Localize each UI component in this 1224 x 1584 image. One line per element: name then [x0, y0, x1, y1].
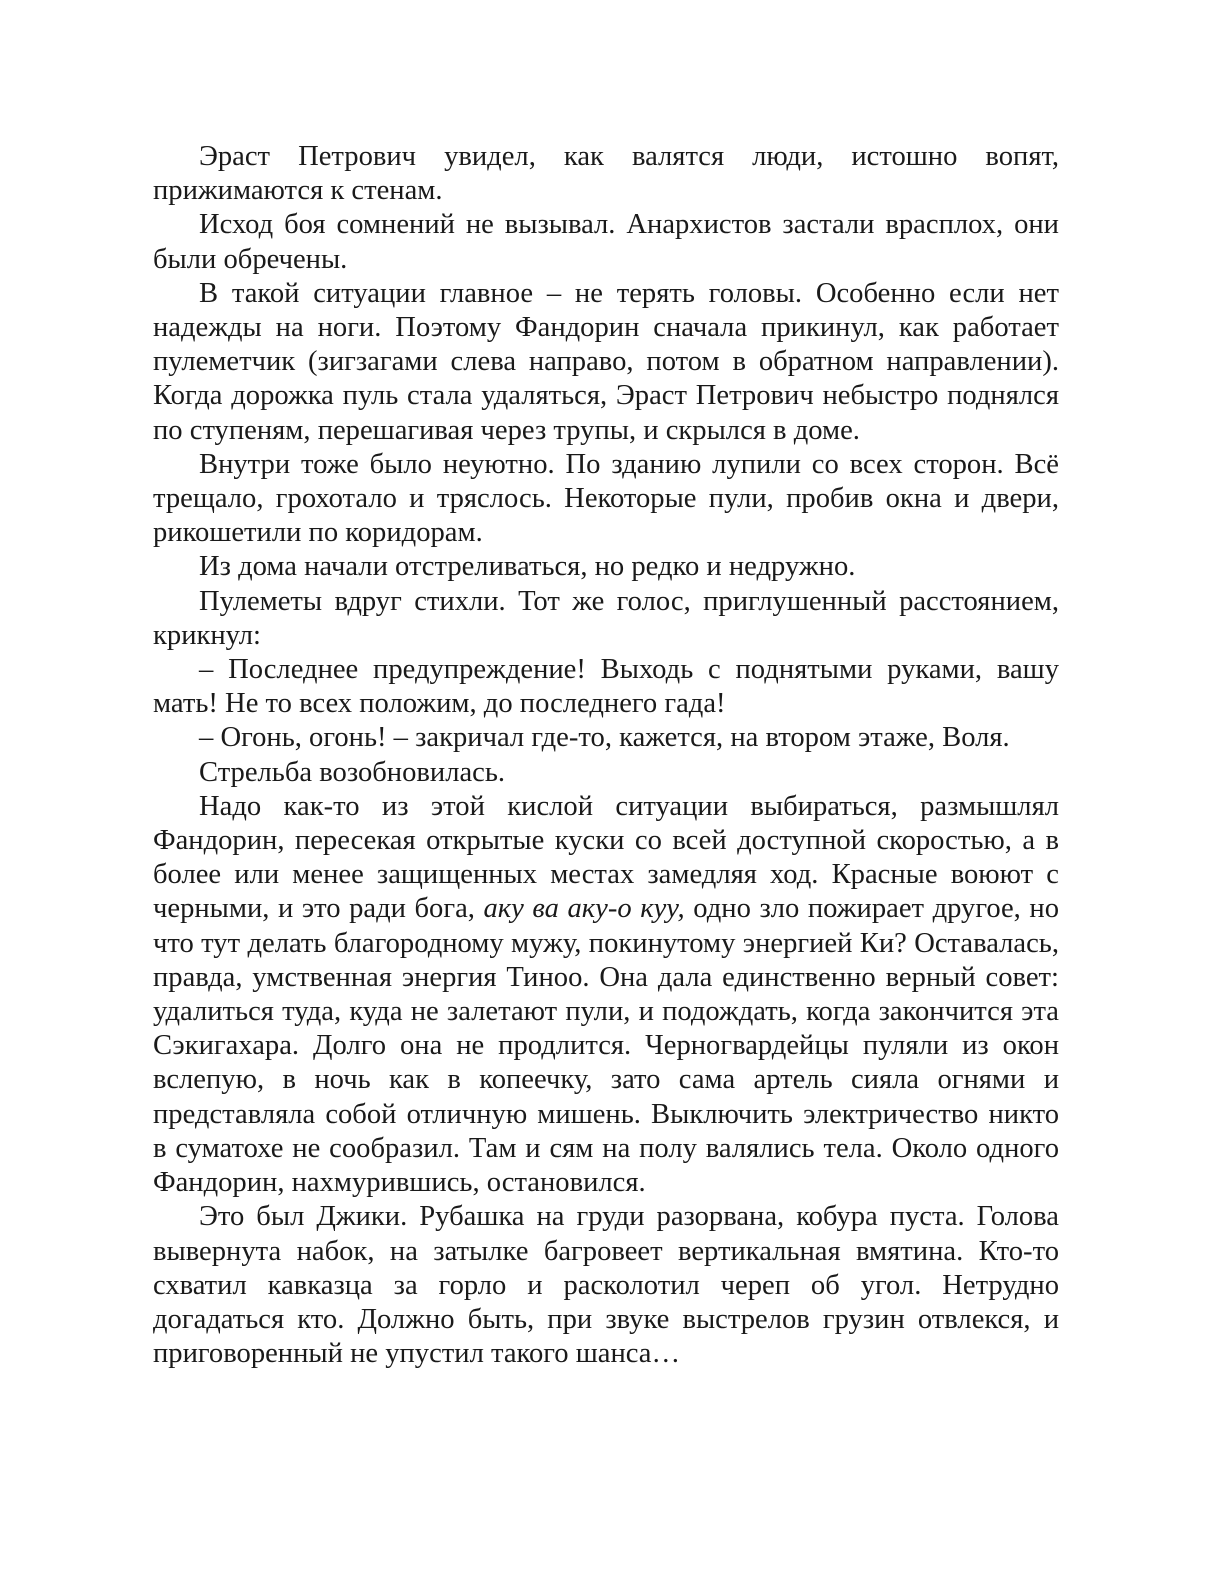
paragraph: Внутри тоже было неуютно. По зданию лупили со всех сторон. Всё трещало, грохотало и тряслось. Некоторые пули, пробив окна и двери, рикошетили по коридорам. — [153, 448, 1059, 549]
book-page — [153, 140, 1059, 1371]
paragraph: В такой ситуации главное – не терять головы. Особенно если нет надежды на ноги. Поэтому Фандорин сначала прикинул, как работает пулеметчик (зигзагами слева направо, потом в обратном направлении). Когда дорожка пуль стала удаляться, Эраст Петрович небыстро поднялся по ступеням, перешагивая через трупы, и скрылся в доме. — [153, 277, 1059, 446]
paragraph: Эраст Петрович увидел, как валятся люди, истошно вопят, прижимаются к стенам. — [153, 141, 1059, 207]
dialogue-paragraph: – Огонь, огонь! – закричал где-то, кажется, на втором этаже, Воля. — [199, 722, 1010, 754]
paragraph: Из дома начали отстреливаться, но редко и недружно. — [199, 551, 856, 583]
paragraph: Это был Джики. Рубашка на груди разорвана, кобура пуста. Голова вывернута набок, на затылке багровеет вертикальная вмятина. Кто-то схватил кавказца за горло и расколотил череп об угол. Нетрудно догадаться кто. Должно быть, при звуке выстрелов грузин отвлекся, и приговоренный не упустил такого шанса… — [153, 1201, 1059, 1370]
paragraph: Исход боя сомнений не вызывал. Анархистов застали врасплох, они были обречены. — [153, 209, 1059, 275]
paragraph: Стрельба возобновилась. — [199, 756, 506, 788]
italic-phrase: аку ва аку-о куу, — [483, 893, 685, 925]
paragraph-with-italic — [153, 790, 1059, 1200]
paragraph: Пулеметы вдруг стихли. Тот же голос, приглушенный расстоянием, крикнул: — [153, 585, 1059, 651]
paragraph-text-after: одно зло пожирает другое, но что тут делать благородному мужу, покинутому энергией Ки? Оставалась, правда, умственная энергия Тиноо. Она дала единственно верный совет: удалиться туда, куда не залетают пули, и подождать, когда закончится эта Сэкигахара. Долго она не продлится. Черногвардейцы пуляли из окон вслепую, в ночь как в копеечку, зато сама артель сияла огнями и представляла собой отличную мишень. Выключить электричество никто в суматохе не сообразил. Там и сям на полу валялись тела. Около одного Фандорин, нахмурившись, остановился. — [153, 893, 1059, 1199]
dialogue-paragraph: – Последнее предупреждение! Выходь с поднятыми руками, вашу мать! Не то всех положим, до последнего гада! — [153, 654, 1059, 720]
paragraph-text-before: Надо как-то из этой кислой ситуации выбираться, размышлял Фандорин, пересекая открытые куски со всей доступной скоростью, а в более или менее защищенных местах замедляя ход. Красные воюют с черными, и это ради бога, — [153, 790, 1059, 925]
